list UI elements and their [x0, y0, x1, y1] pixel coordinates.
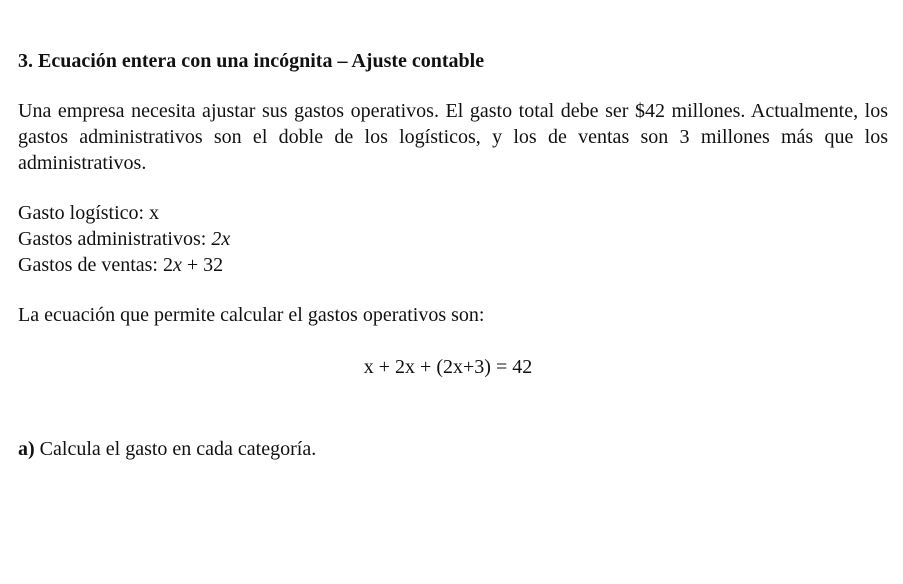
equation-intro: La ecuación que permite calcular el gastos operativos son:	[18, 304, 485, 326]
document-page	[18, 48, 888, 462]
equation: x + 2x + (2x+3) = 42	[363, 356, 533, 378]
definition-label: Gastos de ventas:	[18, 254, 163, 276]
definition-label: Gasto logístico:	[18, 202, 150, 224]
definition-label: Gastos administrativos:	[18, 228, 212, 250]
problem-statement: Una empresa necesita ajustar sus gastos operativos. El gasto total debe ser $42 millones. Actualmente, los gastos administrativos son el doble de los logísticos, y los de ventas son 3 millones más que los administrativos.	[18, 100, 888, 174]
variable-x: x	[172, 254, 182, 276]
task-a	[18, 436, 888, 462]
definition-sales	[18, 252, 888, 278]
definition-expression: x	[149, 202, 160, 224]
task-text: Calcula el gasto en cada categoría.	[34, 438, 317, 460]
definition-expression: 2x	[211, 228, 231, 250]
definition-administrative	[18, 226, 888, 252]
definition-logistic	[18, 200, 888, 226]
task-label: a)	[18, 438, 35, 460]
definitions-list	[18, 200, 888, 278]
definition-expression: 2x + 32	[162, 254, 224, 276]
problem-heading: 3. Ecuación entera con una incógnita – Ajuste contable	[18, 50, 485, 72]
